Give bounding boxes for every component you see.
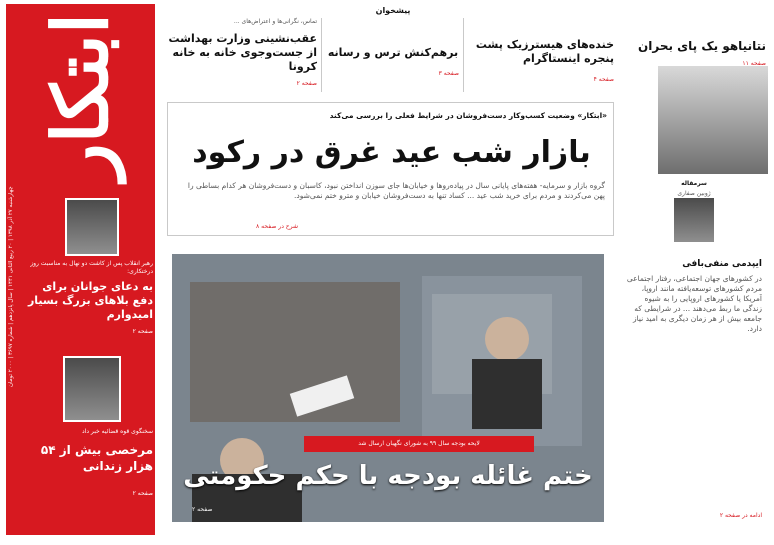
top-col-3: [468, 18, 614, 92]
author-photo: [672, 196, 716, 244]
spokesperson-photo: [63, 356, 121, 422]
right-top-item: [620, 4, 768, 174]
netanyahu-photo: [658, 66, 768, 174]
lead-more: شرح در صفحه ۸: [256, 223, 298, 230]
top-col-2: [327, 6, 459, 92]
editorial-author-name: ژوبین صفاری: [677, 190, 711, 197]
right-top-title: نتانیاهو یک پای بحران: [638, 39, 766, 53]
masthead-logo: ابتکار: [35, 13, 125, 181]
left-item-1: [18, 198, 153, 340]
top-divider-1: [321, 18, 322, 92]
center-photo-story: [172, 254, 604, 522]
left-item-2-caption: سخنگوی قوه قضائیه خبر داد: [82, 428, 153, 435]
top-divider-2: [463, 18, 464, 92]
masthead-logo-wrap: [6, 12, 155, 182]
lead-title: بازار شب عید غرق در رکود: [192, 135, 591, 170]
lead-body: گروه بازار و سرمایه- هفته‌های پایانی سال در پیاده‌روها و خیابان‌ها جای سوزن انداختن نبود، کاسبان و دست‌فروشان هر کدام بساطی را پهن می‌کردند و مردم برای خرید شب عید ... کساد تنها به دست‌فروشان خیابان و مترو ختم نمی‌شود.: [187, 181, 605, 200]
left-item-1-page-text: صفحه ۲: [132, 328, 153, 335]
lead-story: [167, 102, 614, 236]
leader-photo: [65, 198, 119, 256]
left-item-2-title: مرخصی بیش از ۵۴ هزار زندانی: [40, 443, 153, 473]
top-col-1-kicker: تماس، نگرانی‌ها و اعتراض‌های ...: [233, 18, 317, 25]
left-item-1-page: [22, 326, 153, 338]
top-col-1-page: صفحه ۲: [296, 80, 317, 87]
left-item-2: [18, 356, 153, 526]
left-item-2-page: [22, 488, 153, 500]
center-title: ختم غائله بودجه با حکم حکومتی: [183, 461, 593, 491]
top-col-2-page: صفحه ۳: [438, 70, 459, 77]
top-col-3-page: صفحه ۴: [593, 76, 614, 83]
masthead: [6, 4, 155, 535]
top-col-1-title: عقب‌نشینی وزارت بهداشت از جست‌وجوی خانه به خانه کرونا: [168, 32, 317, 73]
editorial-more: ادامه در صفحه ۲: [719, 512, 762, 519]
masthead-side-strip: چهارشنبه ۲۷ آذر ۱۳۹۸ | ۲۰ ربیع الثانی ۱۴۴۱ | سال پانزدهم | شماره ۳۶۹۷ | ۲۰۰۰ تومان: [8, 186, 14, 387]
center-ribbon: [304, 436, 534, 452]
editorial-body: در کشورهای جهان اجتماعی، رفتار اجتماعی مردم کشورهای توسعه‌یافته مانند اروپا، آمریکا یا کشورهای اروپایی را به شیوه زندگی ما ربط می‌دهند ... در شرایطی که جامعه بیش از هر زمان دیگری به امید نیاز دارد.: [626, 274, 762, 333]
top-col-3-title: خنده‌های هیسترزیک پشت پنجره اینستاگرام: [475, 38, 614, 65]
left-item-2-page-text: صفحه ۲: [132, 490, 153, 497]
left-item-1-title: به دعای جوانان برای دفع بلاهای بزرگ بسیار امیدوارم: [27, 280, 153, 321]
lead-kicker: «ابتکار» وضعیت کسب‌وکار دست‌فروشان در شرایط فعلی را بررسی می‌کند: [329, 111, 607, 120]
editorial-title: ایپدمی منفی‌بافی: [682, 259, 762, 269]
editorial: [620, 178, 768, 524]
right-top-page: صفحه ۱۱: [742, 60, 766, 67]
top-col-2-title: برهم‌کنش ترس و رسانه: [327, 46, 459, 59]
top-col-2-kicker: پیشخوان: [375, 6, 411, 15]
top-col-1: [167, 18, 317, 92]
center-page: صفحه ۲: [192, 506, 213, 513]
center-ribbon-text: لایحه بودجه سال ۹۹ به شورای نگهبان ارسال شد: [358, 440, 480, 447]
left-item-1-caption: رهبر انقلاب پس از کاشت دو نهال به مناسبت روز درختکاری:: [30, 260, 153, 275]
editorial-section: سرمقاله: [681, 180, 707, 187]
